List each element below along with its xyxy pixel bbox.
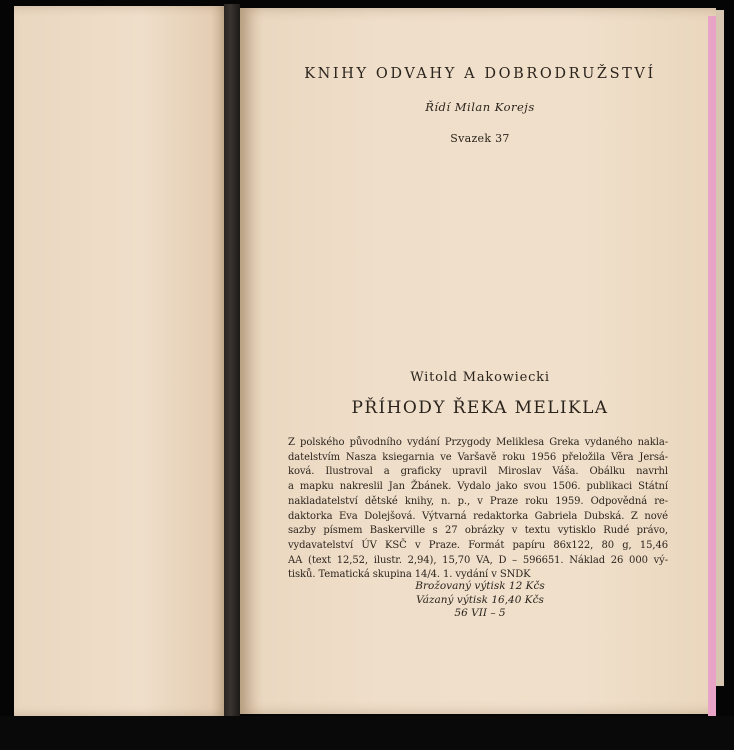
hardcover-price: Vázaný výtisk 16,40 Kčs bbox=[416, 593, 544, 606]
volume-number: Svazek 37 bbox=[450, 132, 510, 145]
title-page-content bbox=[240, 8, 716, 714]
series-title: KNIHY ODVAHY A DOBRODRUŽSTVÍ bbox=[304, 66, 656, 82]
colophon-line: a mapku nakreslil Jan Žbánek. Vydalo jako svou 1506. publikaci Státní bbox=[288, 481, 668, 493]
colophon-line: tisků. Tematická skupina 14/4. 1. vydání v SNDK bbox=[288, 569, 531, 581]
book-title: PŘÍHODY ŘEKA MELIKLA bbox=[351, 398, 609, 418]
catalog-code: 56 VII – 5 bbox=[454, 607, 506, 619]
colophon-line: nakladatelství dětské knihy, n. p., v Praze roku 1959. Odpovědná re- bbox=[288, 495, 668, 507]
colophon-line: vydavatelství ÚV KSČ v Praze. Formát papíru 86x122, 80 g, 15,46 bbox=[288, 539, 668, 551]
colophon-line: AA (text 12,52, ilustr. 2,94), 15,70 VA, D – 596651. Náklad 26 000 vý- bbox=[288, 554, 668, 566]
book-spine-gutter bbox=[224, 4, 240, 720]
colophon-line: ková. Ilustroval a graficky upravil Miroslav Váša. Obálku navrhl bbox=[288, 466, 668, 478]
colophon-line: Z polského původního vydání Przygody Meliklesa Greka vydaného nakla- bbox=[288, 437, 668, 448]
author-name: Witold Makowiecki bbox=[410, 370, 550, 385]
series-editor: Řídí Milan Korejs bbox=[425, 100, 535, 114]
colophon-line: sazby písmem Baskerville s 27 obrázky v textu vytisklo Rudé právo, bbox=[288, 525, 668, 537]
colophon-text bbox=[288, 436, 668, 583]
left-page bbox=[14, 6, 228, 716]
colophon-line: daktorka Eva Dolejšová. Výtvarná redaktorka Gabriela Dubská. Z nové bbox=[288, 510, 668, 522]
page-edge-stack bbox=[716, 10, 724, 686]
price-block bbox=[280, 580, 680, 621]
paperback-price: Brožovaný výtisk 12 Kčs bbox=[415, 580, 545, 592]
colophon-line: datelstvím Nasza ksiegarnia ve Varšavě roku 1956 přeložila Věra Jersá- bbox=[288, 451, 668, 463]
background-bottom bbox=[0, 716, 734, 750]
